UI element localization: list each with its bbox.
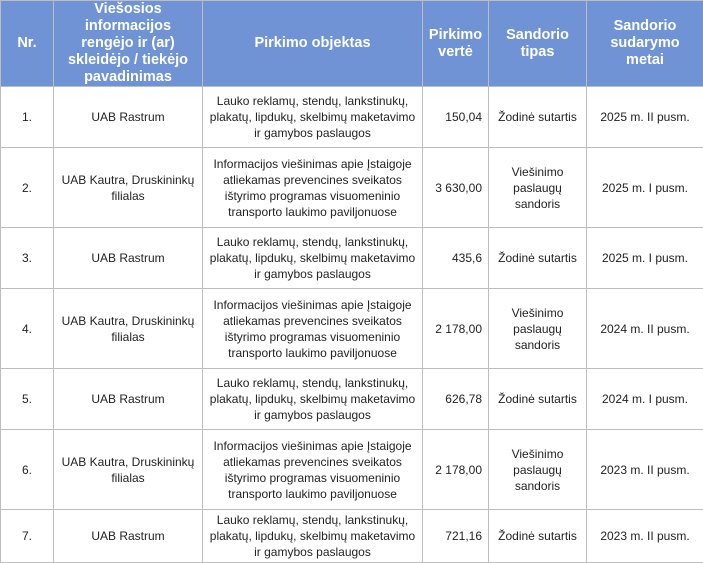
cell-type: Žodinė sutartis (489, 369, 587, 430)
cell-period: 2025 m. I pusm. (587, 148, 703, 228)
cell-type: Viešinimo paslaugų sandoris (489, 148, 587, 228)
table-row (1, 510, 703, 563)
header-row (1, 1, 703, 87)
cell-supplier: UAB Rastrum (54, 87, 203, 148)
cell-period: 2024 m. II pusm. (587, 289, 703, 369)
cell-type: Žodinė sutartis (489, 510, 587, 563)
cell-type: Žodinė sutartis (489, 87, 587, 148)
cell-period: 2025 m. I pusm. (587, 228, 703, 289)
cell-nr: 5. (1, 369, 54, 430)
cell-supplier: UAB Kautra, Druskininkų filialas (54, 148, 203, 228)
cell-type: Viešinimo paslaugų sandoris (489, 289, 587, 369)
table-row (1, 228, 703, 289)
cell-value: 2 178,00 (423, 430, 489, 510)
table-row (1, 369, 703, 430)
cell-object: Informacijos viešinimas apie Įstaigoje atliekamas prevencines sveikatos ištyrimo programas visuomeninio transporto laukimo paviljonuose (203, 289, 423, 369)
cell-object: Lauko reklamų, stendų, lankstinukų, plakatų, lipdukų, skelbimų maketavimo ir gamybos paslaugos (203, 369, 423, 430)
header-period: Sandorio sudarymo metai (587, 1, 703, 87)
cell-type: Viešinimo paslaugų sandoris (489, 430, 587, 510)
cell-supplier: UAB Kautra, Druskininkų filialas (54, 289, 203, 369)
cell-value: 721,16 (423, 510, 489, 563)
cell-value: 2 178,00 (423, 289, 489, 369)
cell-supplier: UAB Rastrum (54, 510, 203, 563)
cell-value: 626,78 (423, 369, 489, 430)
table-body (1, 87, 703, 563)
cell-nr: 3. (1, 228, 54, 289)
header-value: Pirkimo vertė (423, 1, 489, 87)
cell-object: Lauko reklamų, stendų, lankstinukų, plakatų, lipdukų, skelbimų maketavimo ir gamybos paslaugos (203, 510, 423, 563)
cell-nr: 6. (1, 430, 54, 510)
header-type: Sandorio tipas (489, 1, 587, 87)
cell-supplier: UAB Kautra, Druskininkų filialas (54, 430, 203, 510)
header-supplier: Viešosios informacijos rengėjo ir (ar) skleidėjo / tiekėjo pavadinimas (54, 1, 203, 87)
cell-period: 2024 m. I pusm. (587, 369, 703, 430)
cell-object: Informacijos viešinimas apie Įstaigoje atliekamas prevencines sveikatos ištyrimo programas visuomeninio transporto laukimo paviljonuose (203, 430, 423, 510)
table-header (1, 1, 703, 87)
cell-type: Žodinė sutartis (489, 228, 587, 289)
header-nr: Nr. (1, 1, 54, 87)
cell-value: 435,6 (423, 228, 489, 289)
cell-nr: 1. (1, 87, 54, 148)
cell-object: Lauko reklamų, stendų, lankstinukų, plakatų, lipdukų, skelbimų maketavimo ir gamybos paslaugos (203, 228, 423, 289)
cell-object: Informacijos viešinimas apie Įstaigoje atliekamas prevencines sveikatos ištyrimo programas visuomeninio transporto laukimo paviljonuose (203, 148, 423, 228)
cell-period: 2023 m. II pusm. (587, 430, 703, 510)
cell-period: 2025 m. II pusm. (587, 87, 703, 148)
cell-supplier: UAB Rastrum (54, 369, 203, 430)
cell-period: 2023 m. II pusm. (587, 510, 703, 563)
cell-nr: 7. (1, 510, 54, 563)
table-row (1, 289, 703, 369)
table-row (1, 148, 703, 228)
header-object: Pirkimo objektas (203, 1, 423, 87)
table-row (1, 87, 703, 148)
cell-nr: 4. (1, 289, 54, 369)
cell-value: 3 630,00 (423, 148, 489, 228)
cell-nr: 2. (1, 148, 54, 228)
cell-object: Lauko reklamų, stendų, lankstinukų, plakatų, lipdukų, skelbimų maketavimo ir gamybos paslaugos (203, 87, 423, 148)
table-row (1, 430, 703, 510)
cell-supplier: UAB Rastrum (54, 228, 203, 289)
cell-value: 150,04 (423, 87, 489, 148)
